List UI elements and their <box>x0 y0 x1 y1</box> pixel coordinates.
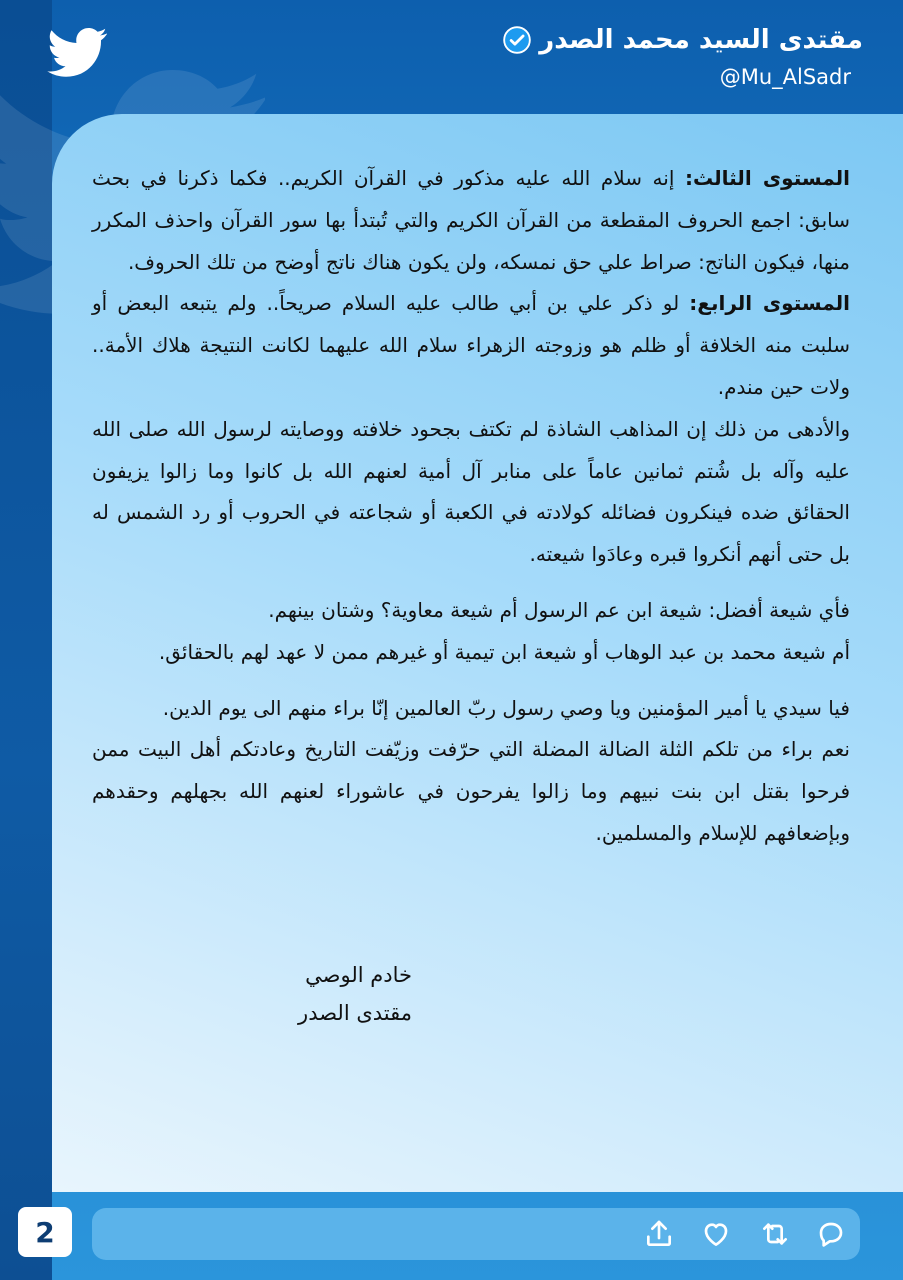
page-number-badge: 2 <box>18 1207 72 1257</box>
display-name-row[interactable] <box>363 22 863 58</box>
paragraph-text: نعم براء من تلكم الثلة الضالة المضلة التي حرّفت وزيّفت التاريخ وعادتكم أهل البيت ممن فرحوا بقتل ابن بنت نبيهم وما زالوا يفرحون في عاشوراء لعنهم الله بجهلهم وحقدهم وبإضعافهم للإسلام والمسلمين. <box>92 737 850 845</box>
paragraph-label: المستوى الرابع: <box>689 291 850 316</box>
signature-line: خادم الوصي <box>305 963 412 987</box>
verified-badge-icon <box>503 26 531 54</box>
user-handle[interactable]: @Mu_AlSadr <box>719 65 851 89</box>
paragraph-text: فيا سيدي يا أمير المؤمنين ويا وصي رسول ربّ العالمين إنّا براء منهم الى يوم الدين. <box>162 695 850 720</box>
paragraph-text: إنه سلام الله عليه مذكور في القرآن الكريم.. فكما ذكرنا في بحث سابق: اجمع الحروف المقطعة من القرآن الكريم والتي تُبتدأ بها سور القرآن واحذف المكرر منها، فيكون الناتج: صراط علي حق نمسكه، ولن يكون هناك ناتج أوضح من تلك الحروف. <box>92 166 850 274</box>
paragraph-label: المستوى الثالث: <box>684 166 850 190</box>
tweet-body <box>92 158 850 855</box>
paragraph-level-4 <box>92 283 850 408</box>
paragraph-text: أم شيعة محمد بن عبد الوهاب أو شيعة ابن تيمية أو غيرهم ممن لا عهد لهم بالحقائق. <box>158 639 850 664</box>
tweet-action-bar <box>92 1208 860 1260</box>
tweet-card <box>52 114 903 1192</box>
like-icon[interactable] <box>699 1217 733 1251</box>
paragraph-text: فأي شيعة أفضل: شيعة ابن عم الرسول أم شيعة معاوية؟ وشتان بينهم. <box>268 597 850 622</box>
reply-icon[interactable] <box>814 1217 848 1251</box>
signature-line: مقتدى الصدر <box>298 1001 412 1025</box>
share-icon[interactable] <box>642 1217 676 1251</box>
profile-header <box>363 22 863 92</box>
paragraph-level-3 <box>92 158 850 283</box>
signature <box>212 956 412 1032</box>
display-name[interactable]: مقتدى السيد محمد الصدر <box>539 25 863 55</box>
paragraph-text: لو ذكر علي بن أبي طالب عليه السلام صريحاً.. ولم يتبعه البعض أو سلبت منه الخلافة أو ظلم هو وزوجته الزهراء سلام الله عليهما لكانت النتيجة هلاك الأمة.. ولات حين مندم. <box>92 291 850 399</box>
retweet-icon[interactable] <box>758 1217 792 1251</box>
twitter-bird-icon <box>42 22 114 82</box>
paragraph-text: والأدهى من ذلك إن المذاهب الشاذة لم تكتف بجحود خلافته ووصايته لرسول الله صلى الله عليه وآله بل شُتم ثمانين عاماً على منابر آل أمية لعنهم الله بل كانوا وما زالوا يزيفون الحقائق ضده فينكرون فضائله كولادته في الكعبة أو شجاعته في الحروب أو رد الشمس له بل حتى أنهم أنكروا قبره وعادَوا شيعته. <box>92 416 850 567</box>
